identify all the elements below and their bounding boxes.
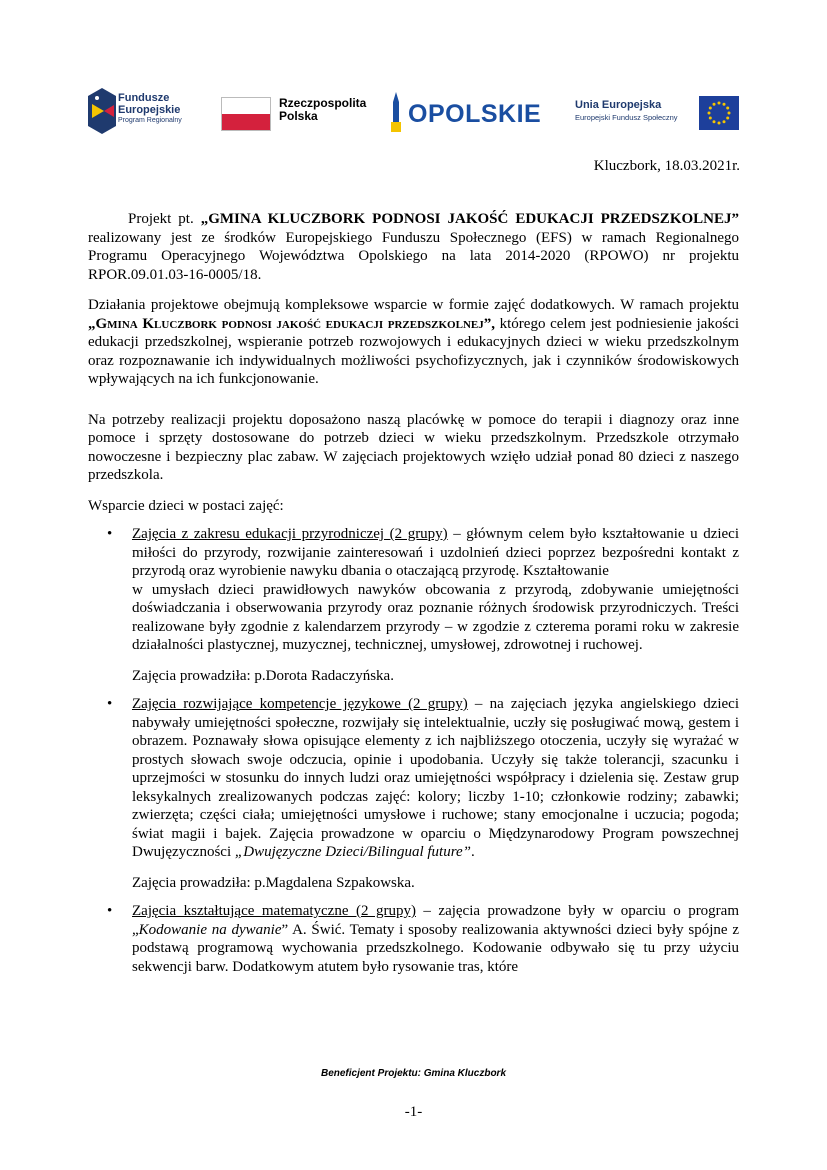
opolskie-logo bbox=[388, 86, 548, 136]
logo-bar bbox=[88, 86, 740, 136]
eu-flag-icon bbox=[699, 96, 739, 130]
intro-post: realizowany jest ze środków Europejskiego Funduszu Społecznego (EFS) w ramach Regionalnego Programu Operacyjnego Województwa Opolskiego na lata 2014-2020 (RPOWO) nr projektu RPOR.09.01.03-16-0005/18. bbox=[88, 229, 739, 283]
unia-europejska-logo bbox=[575, 86, 740, 136]
document-body bbox=[88, 210, 739, 986]
fundusze-europejskie-logo bbox=[88, 86, 208, 136]
page-number: -1- bbox=[404, 1104, 423, 1120]
activity-desc: – na zajęciach języka angielskiego dzieci nabywały umiejętności społeczne, rozwijały się intelektualnie, uczły się posługiwać mową, gestem i obrazem. Poznawały słowa opisujące elementy z ich najbliższego otoczenia, uczyły się wyrażać w prostych słowach swoje odczucia, opinie i upodobania. Uczyły się także tolerancji, szacunku i uprzejmości w stosunku do innych ludzi oraz umiejętności współpracy i dzielenia się. Zestaw grup leksykalnych zrealizowanych podczas zajęć: kolory; liczby 1-10; członkowie rodziny; zabawki; zwierzęta; części ciała; umiejętności umysłowe i ruchowe; stany emocjonalne i uczucia; pogoda; świat magii i bajek. Zajęcia prowadzone w oparciu o Międzynarodowy Program powszechnej Dwujęzyczności bbox=[132, 696, 740, 860]
fe-line-1: Fundusze bbox=[118, 92, 170, 104]
support-intro: Wsparcie dzieci w postaci zajęć: bbox=[88, 497, 284, 514]
fundusze-europejskie-emblem-icon bbox=[88, 88, 116, 134]
activities-paragraph bbox=[88, 296, 739, 389]
document-date: Kluczbork, 18.03.2021r. bbox=[593, 158, 740, 174]
activity-name: Zajęcia kształtujące matematyczne (2 grupy) bbox=[132, 903, 416, 919]
activities-post: którego celem jest podniesienie jakości edukacji przedszkolnej, wspieranie potrzeb rozwojowych i edukacyjnych dzieci w wieku przedszkolnym oraz rozpoznawanie ich indywidualnych możliwości psychofizycznych, jak i czynników środowiskowych wpływających na ich funkcjonowanie. bbox=[88, 315, 739, 387]
list-item bbox=[88, 902, 739, 976]
polish-flag-icon bbox=[221, 97, 271, 131]
rp-line-1: Rzeczpospolita bbox=[279, 96, 367, 110]
activity-description bbox=[132, 525, 739, 655]
equipment-paragraph: Na potrzeby realizacji projektu doposażono naszą placówkę w pomoce do terapii i diagnozy oraz inne pomoce i sprzęty dostosowane do potrzeb dzieci w wieku przedszkolnym. Przedszkole otrzymało nowoczesne i bezpieczny plac zabaw. W zajęciach projektowych wzięło udział ponad 80 dzieci z naszego przedszkola. bbox=[88, 411, 739, 483]
activities-pre: Działania projektowe obejmują kompleksowe wsparcie w formie zajęć dodatkowych. W ramach projektu bbox=[88, 297, 739, 313]
rp-line-2: Polska bbox=[279, 109, 318, 123]
activity-program-name: „Dwujęzyczne Dzieci/Bilingual future” bbox=[234, 844, 471, 860]
rzeczpospolita-polska-logo bbox=[221, 86, 371, 136]
opolskie-wordmark: OPOLSKIE bbox=[408, 100, 542, 128]
activities-list bbox=[88, 525, 739, 976]
activity-desc: – zajęcia prowadzone były w oparciu o program „ bbox=[132, 903, 740, 938]
activity-leader: Zajęcia prowadziła: p.Magdalena Szpakowska. bbox=[132, 874, 415, 891]
fe-subtitle: Program Regionalny bbox=[118, 117, 182, 124]
activity-leader: Zajęcia prowadziła: p.Dorota Radaczyńska. bbox=[132, 667, 394, 684]
activity-description bbox=[132, 902, 739, 976]
activity-desc-end: ” A. Świć. Tematy i sposoby realizowania aktywności dzieci były spójne z podstawą programową wychowania przedszkolnego. Kodowanie odbywało się tu przy użyciu sekwencji barw. Dodatkowym atutem było rysowanie tras, które bbox=[132, 921, 739, 975]
intro-pre: Projekt pt. bbox=[128, 211, 201, 227]
activity-name: Zajęcia rozwijające kompetencje językowe (2 grupy) bbox=[132, 696, 468, 712]
list-item bbox=[88, 525, 739, 685]
activity-program-name: Kodowanie na dywanie bbox=[138, 921, 282, 938]
project-title: „GMINA KLUCZBORK PODNOSI JAKOŚĆ EDUKACJI PRZEDSZKOLNEJ” bbox=[200, 211, 739, 227]
footer-beneficiary: Beneficjent Projektu: Gmina Kluczbork bbox=[320, 1068, 507, 1079]
ue-subtitle: Europejski Fundusz Społeczny bbox=[575, 113, 678, 122]
project-title-smallcaps: „Gmina Kluczbork podnosi jakość edukacji przedszkolnej”, bbox=[88, 315, 495, 332]
activity-description bbox=[132, 695, 739, 862]
activity-desc-cont: w umysłach dzieci prawidłowych nawyków obcowania z przyrodą, zdobywanie umiejętności doświadczania i obserwowania przyrody oraz poznanie różnych środowisk przyrodniczych. Treści realizowane były zgodnie z kalendarzem przyrody – w zgodzie z czterema porami roku w zakresie działalności plastycznej, muzycznej, technicznej, umysłowej, zdrowotnej i ruchowej. bbox=[132, 581, 739, 653]
activity-desc-end: . bbox=[470, 844, 475, 860]
intro-paragraph bbox=[88, 210, 739, 284]
fe-line-2: Europejskie bbox=[118, 104, 181, 116]
opolskie-tower-icon bbox=[388, 92, 404, 132]
ue-title: Unia Europejska bbox=[575, 99, 662, 111]
activity-name: Zajęcia z zakresu edukacji przyrodniczej (2 grupy) bbox=[132, 526, 448, 542]
activity-desc: – głównym celem było kształtowanie u dzieci miłości do przyrody, rozwijanie zainteresowań i uzdolnień dzieci poprzez bezpośredni kontakt z przyrodą oraz wyrobienie nawyku dbania o otaczającą przyrodę. Kształtowanie bbox=[132, 526, 740, 579]
list-item bbox=[88, 695, 739, 892]
